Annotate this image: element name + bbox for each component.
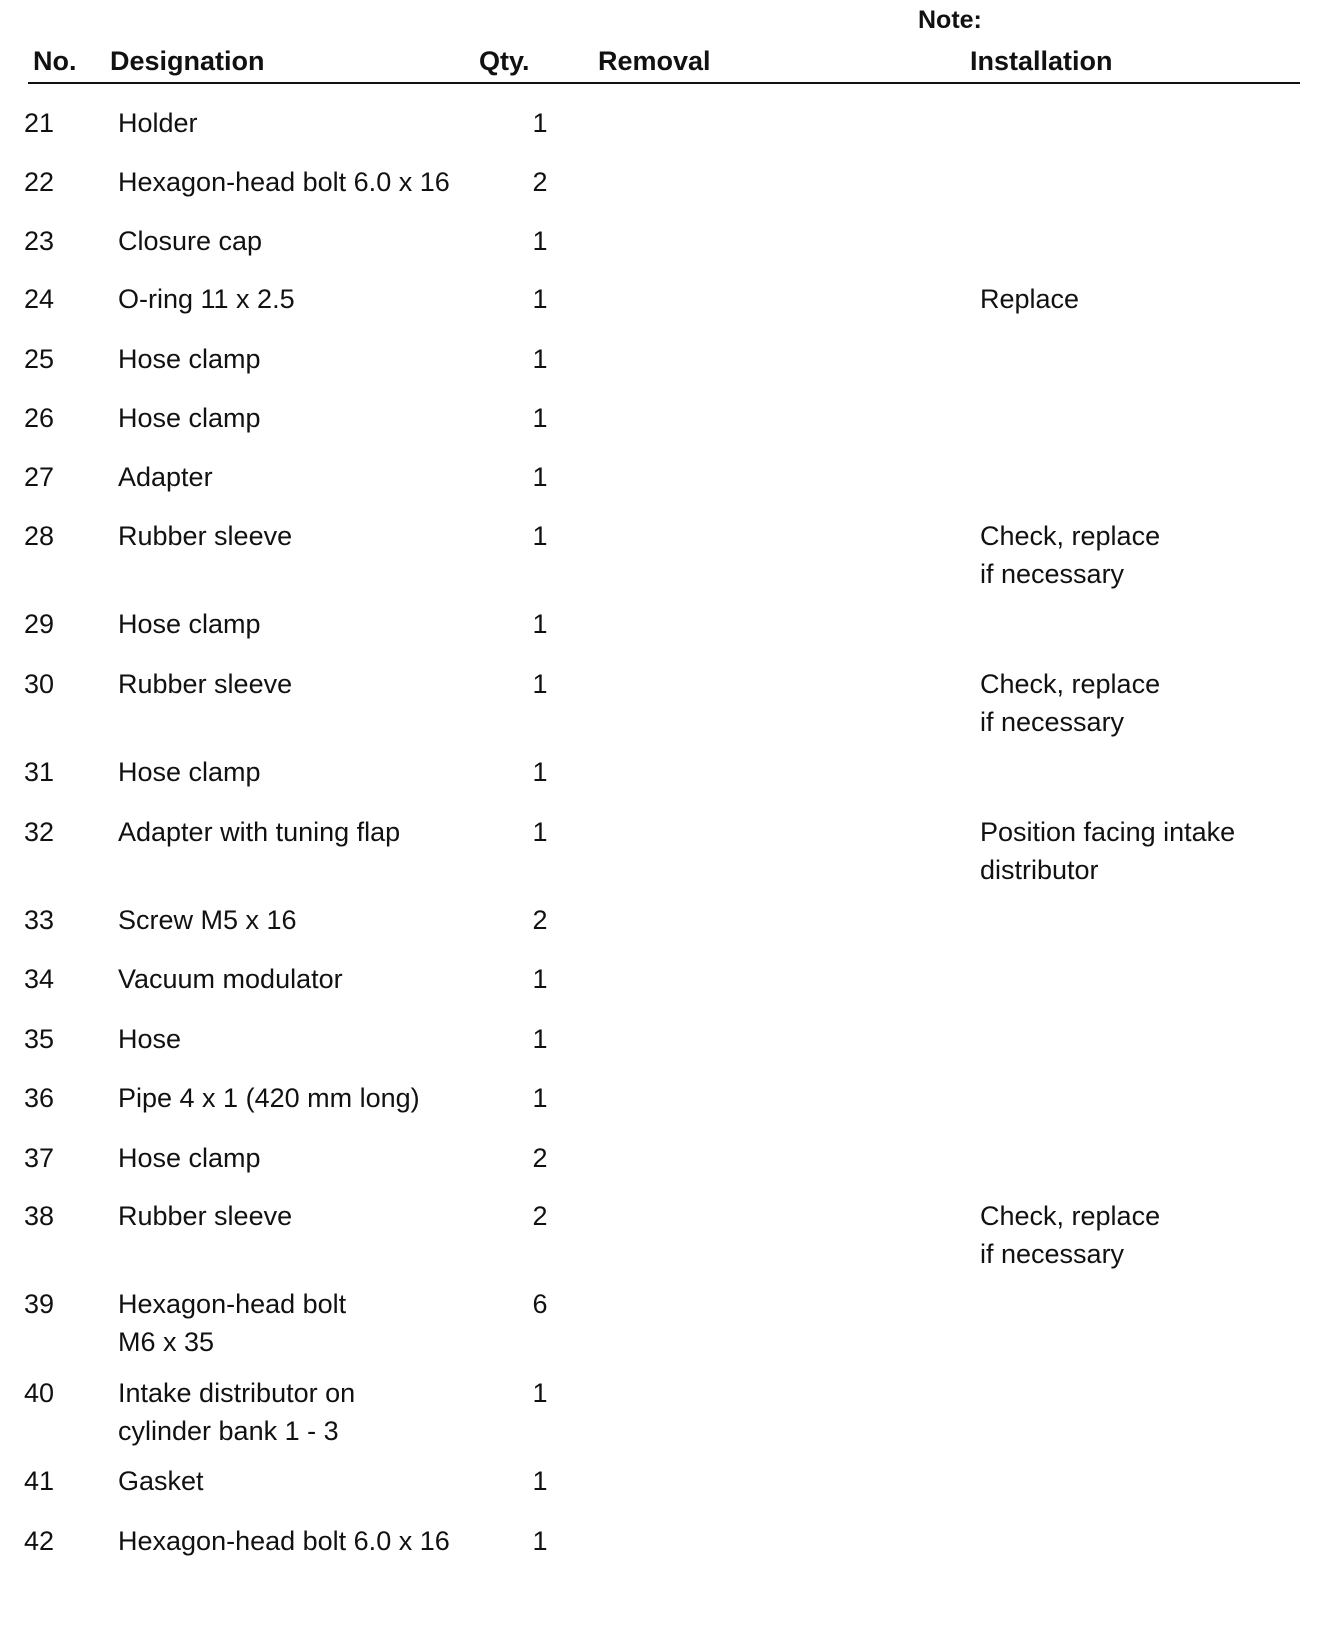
part-number: 42 [24, 1526, 55, 1556]
part-designation: Hose clamp [118, 609, 261, 639]
part-quantity: 2 [532, 1143, 548, 1173]
part-quantity: 6 [532, 1289, 548, 1319]
part-designation: Hexagon-head bolt 6.0 x 16 [118, 167, 450, 197]
part-number: 34 [24, 964, 55, 994]
part-number: 30 [24, 669, 55, 699]
header-installation: Installation [970, 46, 1113, 76]
part-designation: Hexagon-head bolt M6 x 35 [118, 1289, 347, 1357]
installation-note: Replace [980, 284, 1080, 314]
part-number: 23 [24, 226, 55, 256]
part-designation: Vacuum modulator [118, 964, 343, 994]
part-designation: Rubber sleeve [118, 669, 293, 699]
part-number: 38 [24, 1201, 55, 1231]
part-number: 24 [24, 284, 55, 314]
part-quantity: 1 [532, 817, 548, 847]
part-designation: Hose clamp [118, 403, 261, 433]
part-number: 33 [24, 905, 55, 935]
part-designation: Pipe 4 x 1 (420 mm long) [118, 1083, 420, 1113]
part-quantity: 1 [532, 284, 548, 314]
part-number: 39 [24, 1289, 55, 1319]
part-designation: Closure cap [118, 226, 263, 256]
part-designation: Rubber sleeve [118, 1201, 293, 1231]
part-quantity: 1 [532, 1024, 548, 1054]
part-designation: Hose [118, 1024, 182, 1054]
part-quantity: 1 [532, 462, 548, 492]
note-label: Note: [918, 6, 982, 34]
part-designation: Gasket [118, 1466, 204, 1496]
part-designation: Adapter [118, 462, 213, 492]
part-number: 28 [24, 521, 55, 551]
part-quantity: 1 [532, 226, 548, 256]
header-removal: Removal [598, 46, 711, 76]
part-number: 29 [24, 609, 55, 639]
part-designation: Hose clamp [118, 1143, 261, 1173]
header-no: No. [33, 46, 77, 76]
part-designation: Intake distributor on cylinder bank 1 - 3 [118, 1378, 356, 1446]
table-header [0, 46, 1328, 86]
part-number: 40 [24, 1378, 55, 1408]
part-quantity: 1 [532, 669, 548, 699]
header-rule [28, 82, 1300, 84]
installation-note: Check, replace if necessary [980, 521, 1161, 589]
part-number: 41 [24, 1466, 55, 1496]
part-quantity: 1 [532, 521, 548, 551]
part-designation: Screw M5 x 16 [118, 905, 297, 935]
part-quantity: 2 [532, 167, 548, 197]
part-designation: Rubber sleeve [118, 521, 293, 551]
part-designation: O-ring 11 x 2.5 [118, 284, 295, 314]
part-designation: Hexagon-head bolt 6.0 x 16 [118, 1526, 450, 1556]
part-quantity: 1 [532, 403, 548, 433]
part-quantity: 2 [532, 1201, 548, 1231]
part-designation: Hose clamp [118, 757, 261, 787]
part-number: 35 [24, 1024, 55, 1054]
part-designation: Holder [118, 108, 198, 138]
part-number: 36 [24, 1083, 55, 1113]
part-number: 31 [24, 757, 55, 787]
header-designation: Designation [110, 46, 265, 76]
part-quantity: 1 [532, 344, 548, 374]
part-quantity: 2 [532, 905, 548, 935]
part-quantity: 1 [532, 1526, 548, 1556]
part-quantity: 1 [532, 1083, 548, 1113]
part-quantity: 1 [532, 609, 548, 639]
part-number: 27 [24, 462, 55, 492]
part-number: 22 [24, 167, 55, 197]
part-quantity: 1 [532, 1378, 548, 1408]
part-designation: Adapter with tuning flap [118, 817, 401, 847]
part-quantity: 1 [532, 757, 548, 787]
part-number: 32 [24, 817, 55, 847]
part-number: 25 [24, 344, 55, 374]
installation-note: Check, replace if necessary [980, 669, 1161, 737]
part-quantity: 1 [532, 1466, 548, 1496]
part-number: 37 [24, 1143, 55, 1173]
part-designation: Hose clamp [118, 344, 261, 374]
installation-note: Position facing intake distributor [980, 817, 1236, 885]
part-quantity: 1 [532, 964, 548, 994]
part-quantity: 1 [532, 108, 548, 138]
installation-note: Check, replace if necessary [980, 1201, 1161, 1269]
part-number: 26 [24, 403, 55, 433]
header-qty: Qty. [479, 46, 530, 76]
part-number: 21 [24, 108, 55, 138]
